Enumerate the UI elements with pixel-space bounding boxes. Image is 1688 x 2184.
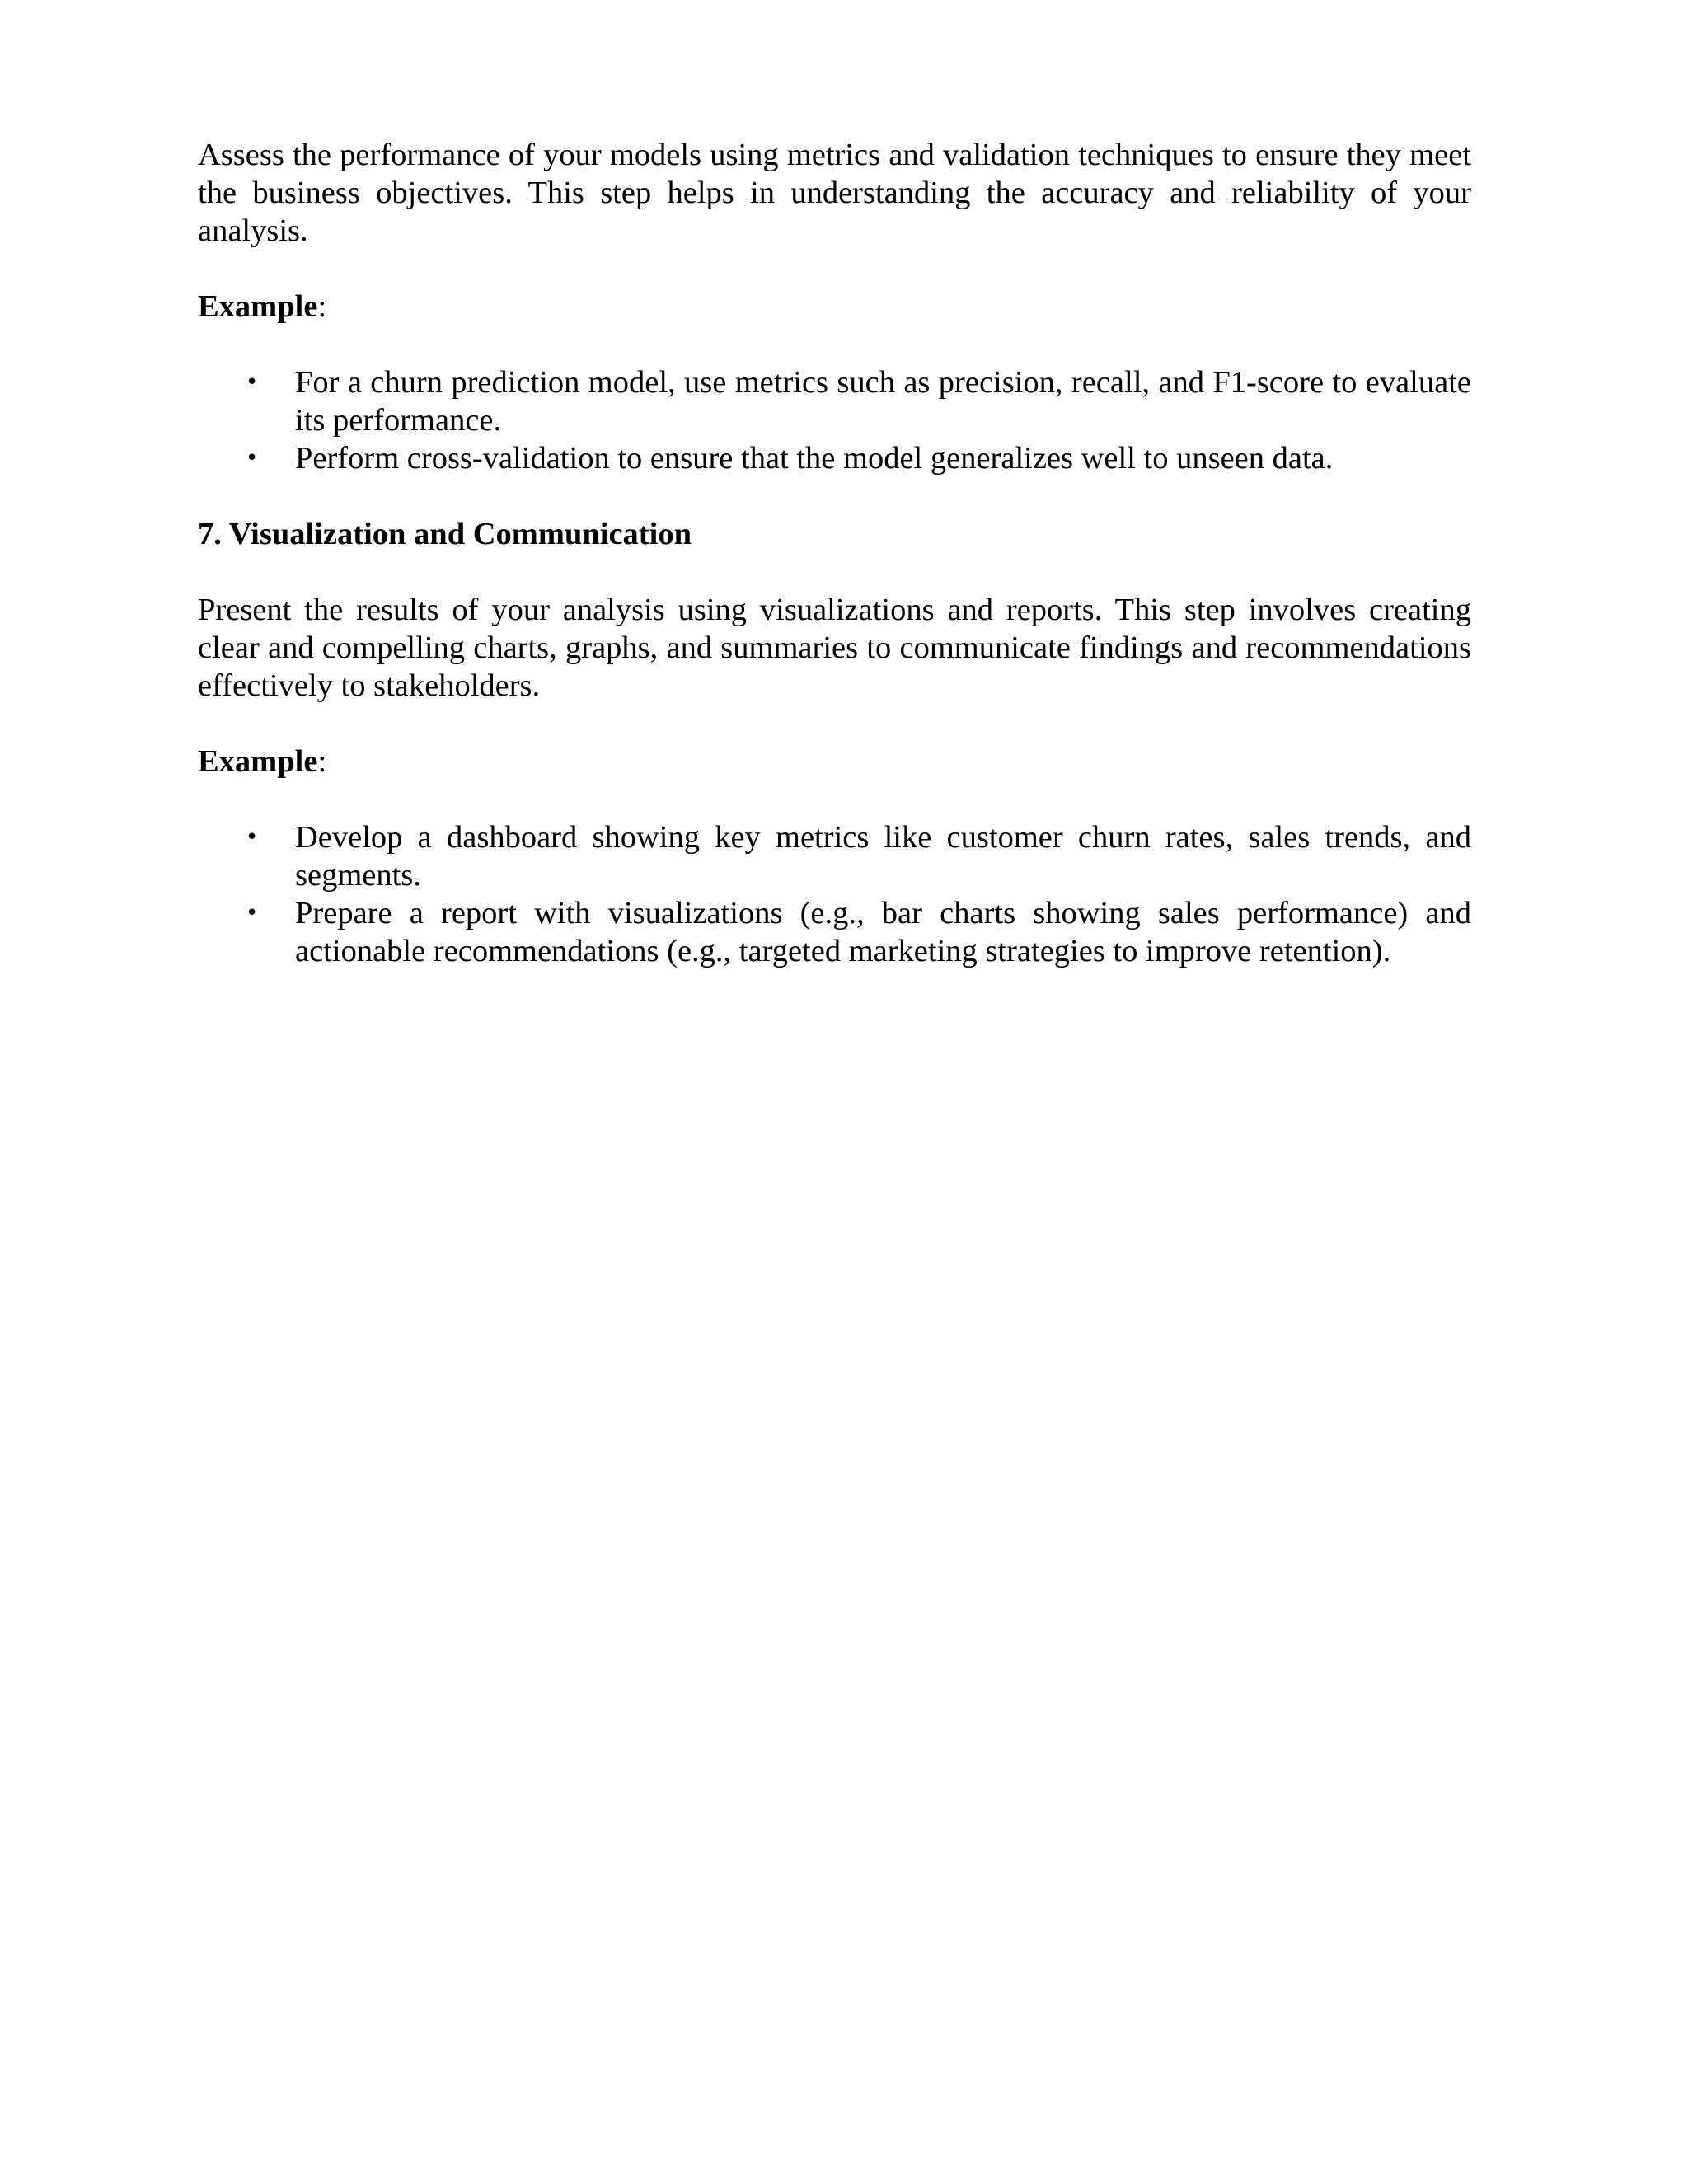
spacer	[198, 553, 1471, 591]
section6-bullet-list	[198, 363, 1471, 477]
list-item	[198, 818, 1471, 894]
list-item	[198, 894, 1471, 970]
bullet-icon: •	[246, 446, 259, 471]
bullet-icon: •	[246, 901, 259, 926]
section6-example-label	[198, 288, 1471, 326]
list-item-text: Prepare a report with visualizations (e.g., bar charts showing sales performance) and actionable recommendations (e.g., targeted marketing strategies to improve retention).	[295, 896, 1471, 968]
spacer	[198, 326, 1471, 363]
section7-intro-paragraph: Present the results of your analysis using visualizations and reports. This step involves creating clear and compelling charts, graphs, and summaries to communicate findings and recommendations effectively to stakeholders.	[198, 593, 1471, 703]
list-item	[198, 363, 1471, 439]
bullet-icon: •	[246, 370, 259, 395]
section7-heading: 7. Visualization and Communication	[198, 517, 692, 551]
spacer	[198, 250, 1471, 288]
list-item-text: Develop a dashboard showing key metrics like customer churn rates, sales trends, and segments.	[295, 820, 1471, 893]
spacer	[198, 780, 1471, 818]
example-label-bold: Example	[198, 744, 318, 779]
spacer	[198, 705, 1471, 743]
spacer	[198, 477, 1471, 515]
section7-example-label	[198, 743, 1471, 780]
section7-bullet-list	[198, 818, 1471, 970]
list-item-text: Perform cross-validation to ensure that the model generalizes well to unseen data.	[295, 441, 1334, 476]
section6-intro-paragraph: Assess the performance of your models using metrics and validation techniques to ensure they meet the business objectives. This step helps in understanding the accuracy and reliability of your analysis.	[198, 138, 1471, 248]
example-label-bold: Example	[198, 289, 318, 324]
bullet-icon: •	[246, 825, 259, 850]
example-label-colon: :	[317, 289, 327, 324]
list-item-text: For a churn prediction model, use metrics such as precision, recall, and F1-score to evaluate its performance.	[295, 365, 1471, 438]
list-item	[198, 439, 1471, 477]
document-page	[198, 136, 1471, 970]
example-label-colon: :	[317, 744, 327, 779]
